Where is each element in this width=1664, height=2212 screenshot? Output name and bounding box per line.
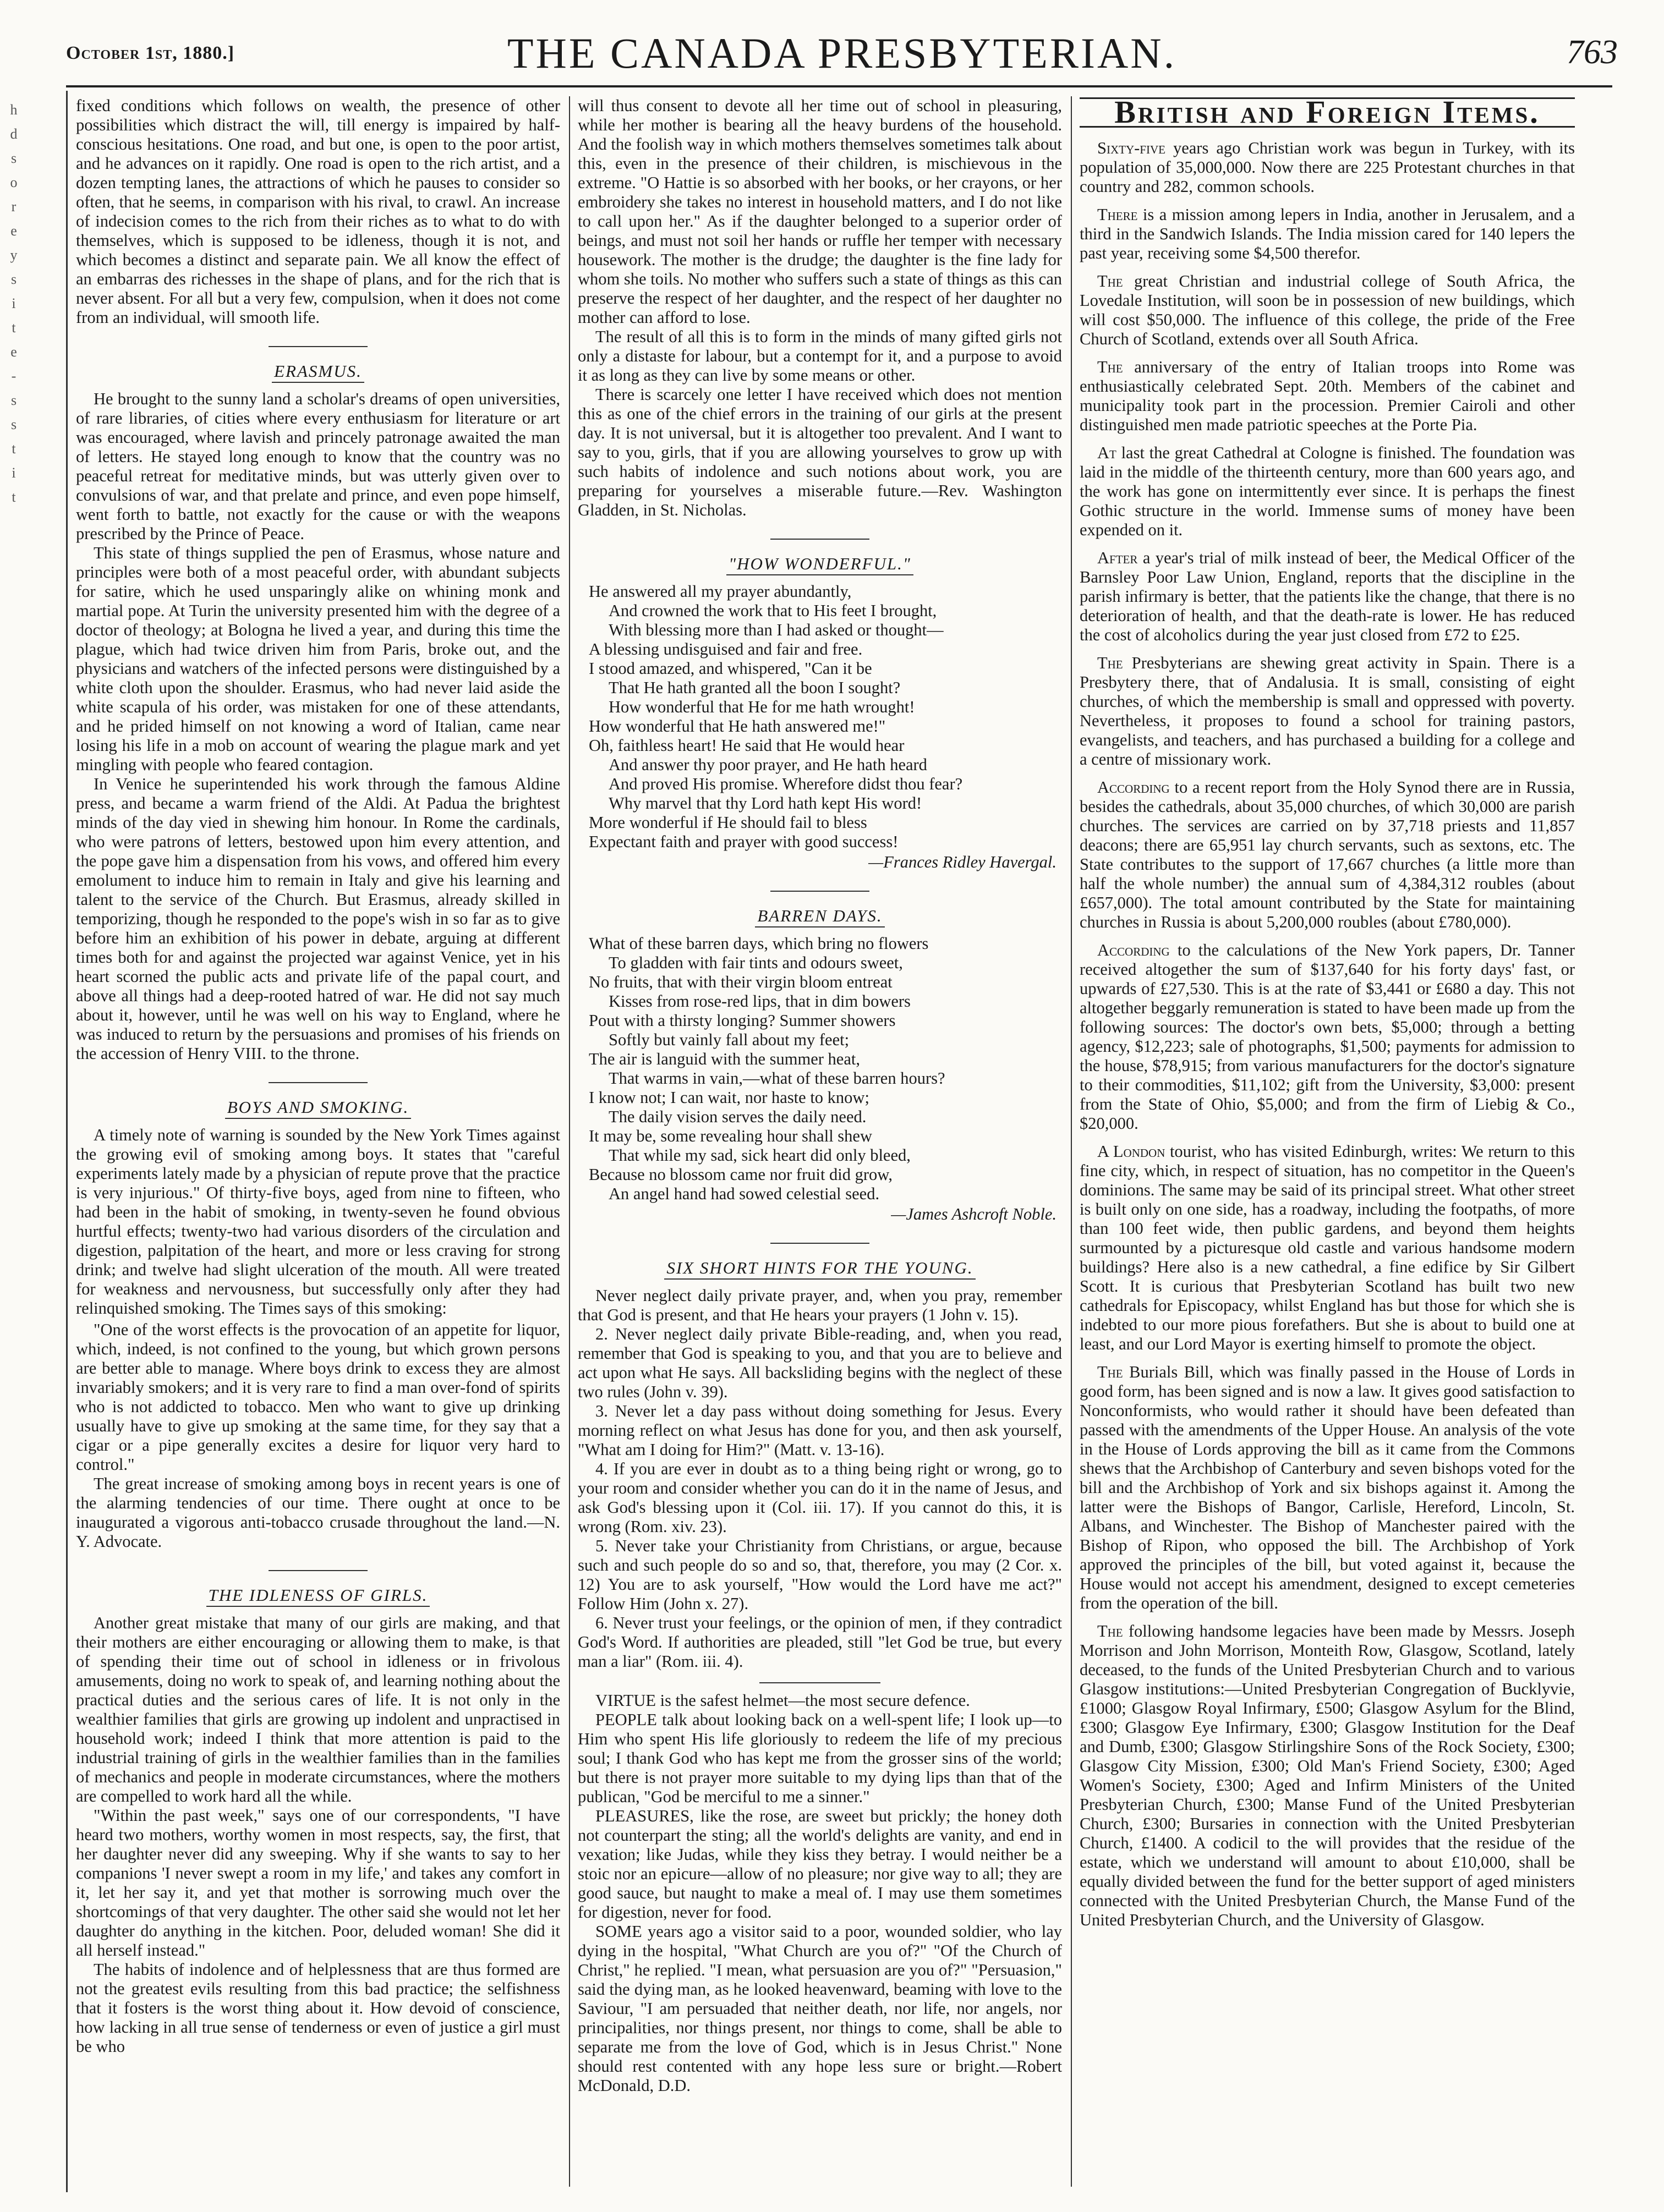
poem-barren-days [589, 934, 1062, 1204]
news-item-lead: At [1097, 443, 1116, 462]
news-item-text: to a recent report from the Holy Synod there are in Russia, besides the cathedrals, about 35,000 churches, of which 30,000 are parish churches. The services are carried on by 37,718 priests and 11,857 deacons; there are 65,951 lay church servants, such as sextons, etc. The State contributes to the support of 17,667 churches (a little more than half the whole number) the annual sum of 4,384,312 roubles (about £657,000). The total amount contributed by the State for maintaining churches in Russia is about 5,200,000 roubles (about £780,000). [1080, 778, 1575, 931]
hint-item: 2. Never neglect daily private Bible-reading, and, when you read, remember that God is speaking to you, and that you are to believe and act upon what He says. All backsliding begins with the neglect of these two rules (John v. 39). [578, 1325, 1062, 1401]
section-heading-barren-days [578, 891, 1062, 925]
paragraph-virtue: VIRTUE is the safest helmet—the most secure defence. [595, 1691, 970, 1710]
article-paragraph: The habits of indolence and of helplessness that are thus formed are not the greatest evils resulting from this bad practice; the selfishness that it fosters is the worst thing about it. How devoid of conscience, how lacking in all true sense of tenderness or even of justice a girl must be who [76, 1960, 560, 2056]
news-item-lead: Sixty-five [1097, 139, 1165, 157]
news-item-text: Presbyterians are shewing great activity in Spain. There is a Presbytery there, that of Andalusia. It is small, consisting of eight churches, of which the membership is small and oppressed with poverty. Nevertheless, it proposes to found a school for training pastors, evangelists, and teachers, and has purchased a building for a college and a centre of missionary work. [1080, 654, 1575, 769]
news-item [1080, 778, 1575, 932]
margin-letter: y [10, 247, 18, 263]
column-2 [578, 96, 1062, 2187]
poem-line: How wonderful that He for me hath wrought! [609, 698, 915, 716]
news-item [1080, 654, 1575, 769]
article-paragraph: He brought to the sunny land a scholar's dreams of open universities, of rare libraries, of cities where every enthusiasm for literature or art was encouraged, where lavish and princely patronage awaited the man of letters. He stayed long enough to know that the country was no peaceful retreat for meditative minds, but was utterly given over to convulsions of war, and that prelate and prince, and even pope himself, went forth to battle, not exactly for the cause or with the weapons prescribed by the Prince of Peace. [76, 389, 560, 543]
poem-line: I stood amazed, and whispered, "Can it be [589, 659, 872, 678]
margin-letter: d [10, 126, 18, 142]
news-item-text: years ago Christian work was begun in Turkey, with its population of 35,000,000. Now there are 225 Protestant churches in that country and 282, common schools. [1080, 139, 1575, 196]
masthead-title: THE CANADA PRESBYTERIAN. [507, 29, 1177, 77]
news-item-text: great Christian and industrial college of South Africa, the Lovedale Institution, will soon be in possession of new buildings, which will cost $50,000. The influence of this college, the pride of the Free Church of Scotland, extends over all South Africa. [1080, 272, 1575, 348]
article-paragraph: A timely note of warning is sounded by the New York Times against the growing evil of smoking among boys. It states that "careful experiments lately made by a physician of repute prove that the practice is very injurious." Of thirty-five boys, aged from nine to fifteen, who had been in the habit of smoking, in twenty-seven he found obvious hurtful effects; twenty-two had various disorders of the circulation and digestion, palpitation of the heart, and more or less craving for strong drink; and twelve had slight ulceration of the mouth. All were treated for weakness and nervousness, but successfully only after they had relinquished smoking. The Times says of this smoking: [76, 1126, 560, 1318]
section-heading-erasmus [76, 346, 560, 381]
poem-line: Oh, faithless heart! He said that He would hear [589, 736, 905, 755]
poem-line: It may be, some revealing hour shall shew [589, 1127, 872, 1145]
poem-line: An angel hand had sowed celestial seed. [609, 1184, 880, 1203]
left-edge-rule [66, 91, 68, 2192]
section-heading-boys-smoking [76, 1082, 560, 1117]
issue-date: October 1st, 1880.] [66, 43, 235, 63]
news-item-text: a year's trial of milk instead of beer, the Medical Officer of the Barnsley Poor Law Union, England, reports that the discipline in the parish infirmary is better, that the patients like the change, that there is no deterioration of health, and that the death-rate is lower. He has reduced the cost of alcoholics during the year just closed from £72 to £25. [1080, 548, 1575, 644]
article-paragraph: There is scarcely one letter I have received which does not mention this as one of the chief errors in the training of our girls at the present day. It is not universal, but it is altogether too prevalent. And I want to say to you, girls, that if you are allowing yourselves to grow up with such habits of indolence and such notions about work, you are preparing for yourselves a miserable future.—Rev. Washington Gladden, in St. Nicholas. [578, 385, 1062, 519]
poem-line: Softly but vainly fall about my feet; [609, 1030, 850, 1049]
divider [759, 1682, 880, 1683]
margin-letter: s [10, 416, 17, 432]
news-item [1080, 205, 1575, 263]
poem-line: The daily vision serves the daily need. [609, 1107, 867, 1126]
heading-text: SIX SHORT HINTS FOR THE YOUNG. [664, 1258, 975, 1280]
margin-letter: i [12, 465, 16, 481]
news-item-lead: The [1097, 1363, 1123, 1381]
poem-line: Pout with a thirsty longing? Summer showers [589, 1011, 896, 1030]
heading-text: BARREN DAYS. [755, 906, 884, 927]
news-item-text: to the calculations of the New York papers, Dr. Tanner received altogether the sum of $137,640 for his forty days' fast, or upwards of £27,530. This is at the rate of $3,441 or £680 a day. This not altogether beggarly remuneration is stated to have been made up from the following sources: The doctor's own bets, $5,000; through a betting agency, $12,223; sale of photographs, $1,500; payments for admission to the house, $78,915; from various manufacturers for the doctor's signature to their commodities, $11,102; gift from the University, $3,000: present from the State of Ohio, $5,000; and from the firm of Liebig & Co., $20,000. [1080, 941, 1575, 1133]
poem-line: That He hath granted all the boon I sought? [609, 678, 901, 697]
hint-item: 6. Never trust your feelings, or the opinion of men, if they contradict God's Word. If authorities are pleaded, still "let God be true, but every man a liar" (Rom. iii. 4). [578, 1613, 1062, 1671]
section-heading-how-wonderful [578, 539, 1062, 573]
news-item-text: Burials Bill, which was finally passed in the House of Lords in good form, has been signed and is now a law. It gives good satisfaction to Nonconformists, who would rather it should have been defeated than passed with the amendments of the Upper House. An analysis of the vote in the House of Lords approving the bill as it came from the Commons shews that the Archbishop of Canterbury and seven bishops voted for the bill and the Archbishop of York and six bishops against it. Among the latter were the Bishops of Bangor, Carlisle, Hereford, Lincoln, St. Albans, and Winchester. The Bishop of Manchester paired with the Bishop of Ripon, who opposed the bill. The Archbishop of York approved the principles of the bill, but voted against it, because the House would not accept his amendment, designed to except cemeteries from the operation of the bill. [1080, 1363, 1575, 1612]
poem-line: How wonderful that He hath answered me!" [589, 717, 886, 735]
news-item [1080, 1142, 1575, 1354]
news-item-lead: A London [1097, 1142, 1165, 1161]
news-item [1080, 272, 1575, 349]
article-paragraph: "Within the past week," says one of our correspondents, "I have heard two mothers, worthy women in most respects, say, the first, that her daughter never did any sweeping. Why if she wants to say to her companions 'I never swept a room in my life,' and takes any comfort in it, let her say it, and yet that mother is sorrowing much over the shortcomings of that very daughter. The other said she would not let her daughter do anything in the kitchen. Poor, deluded woman! She did it all herself instead." [76, 1806, 560, 1959]
column-1 [76, 96, 560, 2187]
poem-line: To gladden with fair tints and odours sweet, [609, 953, 903, 972]
poem-attribution: —Frances Ridley Havergal. [868, 853, 1057, 871]
margin-letter: s [10, 392, 17, 408]
poem-line: What of these barren days, which bring no flowers [589, 934, 929, 953]
news-item-text: anniversary of the entry of Italian troops into Rome was enthusiastically celebrated Sept. 20th. Members of the cabinet and municipality took part in the procession. Premier Cairoli and other distinguished men made patriotic speeches at the Porte Pia. [1080, 358, 1575, 434]
poem-attribution: —James Ashcroft Noble. [891, 1205, 1057, 1223]
paragraph-people: PEOPLE talk about looking back on a well-spent life; I look up—to Him who spent His life gloriously to redeem the life of my precious soul; I thank God who has kept me from the grosser sins of the world; but there is not prayer more suitable to my dying lips than that of the publican, "God be merciful to me a sinner." [578, 1710, 1062, 1806]
margin-letter: h [10, 102, 18, 118]
poem-line: He answered all my prayer abundantly, [589, 582, 852, 601]
column-rule-1 [569, 96, 570, 2187]
poem-line: And crowned the work that to His feet I brought, [609, 601, 937, 620]
news-item-lead: The [1097, 358, 1123, 376]
poem-line: I know not; I can wait, nor haste to know; [589, 1088, 869, 1107]
news-item-text: is a mission among lepers in India, another in Jerusalem, and a third in the Sandwich Islands. The India mission cared for 140 lepers the past year, receiving some $4,500 therefor. [1080, 205, 1575, 262]
poem-line: And answer thy poor prayer, and He hath heard [609, 755, 927, 774]
news-item [1080, 941, 1575, 1133]
margin-letter: e [10, 344, 17, 360]
margin-letter: e [10, 223, 17, 239]
margin-letter: s [10, 150, 17, 166]
heading-text: THE IDLENESS OF GIRLS. [206, 1585, 430, 1607]
news-item-lead: The [1097, 654, 1123, 672]
margin-letter: r [11, 199, 17, 215]
margin-letter: - [11, 368, 17, 384]
poem-line: Why marvel that thy Lord hath kept His word! [609, 794, 922, 813]
hint-item: Never neglect daily private prayer, and, when you pray, remember that God is present, and that He hears your prayers (1 John v. 15). [578, 1286, 1062, 1324]
news-item-lead: The [1097, 1622, 1123, 1640]
poem-line: The air is languid with the summer heat, [589, 1050, 860, 1068]
poem-line: A blessing undisguised and fair and free. [589, 640, 863, 658]
news-item [1080, 1622, 1575, 1930]
continued-paragraph: will thus consent to devote all her time out of school in pleasuring, while her mother is bearing all the heavy burdens of the household. And the foolish way in which mothers themselves sometimes talk about this, even in the presence of their children, is mischievous in the extreme. "O Hattie is so absorbed with her books, or her crayons, or her embroidery she takes no interest in household matters, and I do not like to call upon her." As if the daughter belonged to a superior order of beings, and must not soil her hands or ruffle her temper with necessary housework. The mother is the drudge; the daughter is the fine lady for whom she toils. No mother who suffers such a state of things as this can preserve the respect of her daughter, and the respect of her daughter no mother can afford to lose. [578, 96, 1062, 327]
news-item-lead: The [1097, 272, 1123, 290]
margin-letter: t [12, 320, 16, 336]
margin-letter: t [12, 489, 16, 505]
column-rule-2 [1071, 96, 1072, 2187]
heading-text: ERASMUS. [272, 361, 364, 383]
news-item [1080, 139, 1575, 196]
article-quote: "One of the worst effects is the provocation of an appetite for liquor, which, indeed, is not confined to the young, but which grown persons are better able to manage. Where boys drink to excess they are almost invariably smokers; and it is very rare to find a man over-fond of spirits who is not addicted to tobacco. Men who want to give up drinking usually have to give up smoking at the same time, for they say that a cigar or a pipe generally excites a desire for liquor very hard to control." [76, 1320, 560, 1474]
news-item [1080, 1363, 1575, 1613]
section-heading-british-foreign-items: British and Foreign Items. [1080, 97, 1575, 128]
page-header [66, 22, 1618, 83]
poem-how-wonderful [589, 582, 1062, 852]
poem-line: That while my sad, sick heart did only bleed, [609, 1146, 911, 1165]
article-paragraph: The great increase of smoking among boys in recent years is one of the alarming tendencies of our time. There ought at once to be inaugurated a vigorous anti-tobacco crusade throughout the land.—N. Y. Advocate. [76, 1474, 560, 1551]
poem-line: More wonderful if He should fail to bless [589, 813, 867, 832]
hint-item: 3. Never let a day pass without doing something for Jesus. Every morning reflect on what Jesus has done for you, and then ask yourself, "What am I doing for Him?" (Matt. v. 13-16). [578, 1402, 1062, 1459]
section-heading-idleness-of-girls [76, 1570, 560, 1605]
article-paragraph: The result of all this is to form in the minds of many gifted girls not only a distaste for labour, but a contempt for it, and a purpose to avoid it as long as they can live by some means or other. [578, 327, 1062, 385]
header-rule [66, 85, 1612, 87]
margin-letter: s [10, 271, 17, 287]
news-item [1080, 358, 1575, 435]
hint-item: 5. Never take your Christianity from Christians, or argue, because such and such people do so and so, that, therefore, you may (2 Cor. x. 12) You are to ask yourself, "How would the Lord have me act?" Follow Him (John x. 27). [578, 1536, 1062, 1613]
poem-line: And proved His promise. Wherefore didst thou fear? [609, 775, 963, 793]
section-heading-six-hints [578, 1243, 1062, 1277]
margin-letter: i [12, 295, 16, 311]
poem-line: That warms in vain,—what of these barren hours? [609, 1069, 945, 1088]
poem-line: With blessing more than I had asked or thought— [609, 621, 944, 639]
heading-text: BOYS AND SMOKING. [225, 1097, 412, 1119]
paragraph-some-years: SOME years ago a visitor said to a poor, wounded soldier, who lay dying in the hospital, "What Church are you of?" "Of the Church of Christ," he replied. "I mean, what persuasion are you of?" "Persuasion," said the dying man, as he looked heavenward, beaming with love to the Saviour, "I am persuaded that neither death, nor life, nor angels, nor principalities, nor things present, nor things to come, shall be able to separate me from the love of God, which is in Jesus Christ." None should rest contented with any hope less sure or bright.—Robert McDonald, D.D. [578, 1922, 1062, 2095]
margin-letter: t [12, 441, 16, 457]
hint-item: 4. If you are ever in doubt as to a thing being right or wrong, go to your room and consider whether you can do it in the name of Jesus, and ask God's blessing upon it (Col. iii. 17). If you cannot do this, it is wrong (Rom. xiv. 23). [578, 1459, 1062, 1536]
margin-letter: o [10, 174, 18, 190]
news-item-text: following handsome legacies have been made by Messrs. Joseph Morrison and John Morrison, Monteith Row, Glasgow, Scotland, lately deceased, to the funds of the United Presbyterian Church and to various Glasgow institutions:—United Presbyterian Congregation of Bucklyvie, £1000; Glasgow Royal Infirmary, £500; Glasgow Asylum for the Blind, £300; Glasgow Eye Infirmary, £300; Glasgow Institution for the Deaf and Dumb, £300; Glasgow Stirlingshire Sons of the Rock Society, £300; Glasgow City Mission, £300; Old Man's Friend Society, £300; Aged Women's Society, £300; Aged and Infirm Ministers of the United Presbyterian Church, £300; Manse Fund of the United Presbyterian Church, £300; Bursaries in connection with the United Presbyterian Church, £1400. A codicil to the will provides that the residue of the estate, which we understand will amount to about £10,000, shall be equally divided between the fund for the better support of aged ministers connected with the United Presbyterian Church, the Manse Fund of the United Presbyterian Church, and the University of Glasgow. [1080, 1622, 1575, 1929]
news-item-text: last the great Cathedral at Cologne is finished. The foundation was laid in the middle of the thirteenth century, more than 600 years ago, and the work has gone on intermittently ever since. It is perhaps the finest Gothic structure in the world. Immense sums of money have been expended on it. [1080, 443, 1575, 539]
article-paragraph: In Venice he superintended his work through the famous Aldine press, and became a warm friend of the Aldi. At Padua the brightest minds of the day vied in shewing him honour. In Rome the cardinals, who were patrons of letters, bestowed upon him every attention, and the pope gave him a dispensation from his vows, and offered him every emolument to induce him to remain in Italy and give his learning and talent to the service of the Church. But Erasmus, already skilled in temporizing, though he responded to the pope's wish in so far as to give before him an exhibition of his power in debate, arguing at different times both for and against the projected war against Venice, yet in his heart scorned the public acts and private life of the papal court, and above all things had a deep-rooted hatred of war. He did not say much about it, however, until he was well on his way to England, where he was induced to return by the persuasions and promises of his friends on the accession of Henry VIII. to the throne. [76, 775, 560, 1063]
poem-line: Expectant faith and prayer with good success! [589, 832, 899, 851]
column-3 [1080, 96, 1575, 2187]
news-item-text: tourist, who has visited Edinburgh, writes: We return to this fine city, which, in respect of situation, has no competitor in the Queen's dominions. The same may be said of its principal street. What other street is built only on one side, has a roadway, including the footpaths, of more than 100 feet wide, then public gardens, and beyond them heights surmounted by a picturesque old castle and various handsome modern buildings? Here also is a new cathedral, a fine edifice by Sir Gilbert Scott. It is curious that Presbyterian Scotland has built two new cathedrals for Episcopacy, whilst England has but those for which she is indebted to our more pious forefathers. But she is about to build one at least, and our Lord Mayor is exerting himself to promote the object. [1080, 1142, 1575, 1353]
continued-paragraph: fixed conditions which follows on wealth, the presence of other possibilities which distract the will, till energy is impaired by half-conscious hesitations. One road, and but one, is open to the poor artist, and he advances on it rapidly. One road is open to the rich artist, and a dozen tempting lanes, the attractions of which he pauses to consider so often, that he seems, in comparison with his rival, to crawl. An increase of indecision comes to the rich from their riches as to what to do with themselves, which is supposed to be idleness, though it is not, and which becomes a distinct and separate pain. We all know the effect of an embarras des richesses in the shape of plans, and for the rich that is never absent. For all but a very few, compulsion, when it does not come from an individual, will smooth life. [76, 96, 560, 327]
news-item [1080, 548, 1575, 645]
news-item-lead: According [1097, 941, 1170, 959]
heading-text: "HOW WONDERFUL." [726, 554, 913, 575]
news-items [1080, 139, 1575, 1930]
paragraph-pleasures: PLEASURES, like the rose, are sweet but prickly; the honey doth not counterpart the sting; all the world's delights are vanity, and end in vexation; like Judas, while they kiss they betray. I would neither be a stoic nor an epicure—allow of no pleasure; nor give way to all; they are good sauce, but naught to make a meal of. I may use them sometimes for digestion, never for food. [578, 1807, 1062, 1922]
news-item [1080, 443, 1575, 540]
hints-list [578, 1286, 1062, 1671]
article-paragraph: Another great mistake that many of our girls are making, and that their mothers are either encouraging or allowing them to make, is that of spending their time out of school in idleness or in frivolous amusements, doing no work to speak of, and learning nothing about the practical duties and the serious cares of life. It is not only in the wealthier families that girls are growing up indolent and unpractised in household work; indeed I think that more attention is paid to the industrial training of girls in the wealthier families than in the families of mechanics and people in moderate circumstances, where the mothers are compelled to work hard all the while. [76, 1613, 560, 1805]
page-number: 763 [1567, 34, 1618, 71]
poem-line: No fruits, that with their virgin bloom entreat [589, 973, 893, 991]
margin-bleed-letters [4, 102, 23, 506]
news-item-lead: According [1097, 778, 1170, 797]
news-item-lead: There [1097, 205, 1138, 224]
article-paragraph: This state of things supplied the pen of Erasmus, whose nature and principles were both of a most peaceful order, with abundant subjects for satire, which he used unsparingly alike on whining monk and martial pope. At Turin the university presented him with the degree of a doctor of theology; at Bologna he lived a year, and during this time the plague, which had twice driven him from Paris, broke out, and the physicians and watchers of the infected persons were distinguished by a white cloth upon the shoulder. Erasmus, who had never laid aside the white scapula of his order, was mistaken for one of these attendants, and he prided himself on not knowing a word of Italian, came near losing his life in a mob on account of wearing the plague mark and yet mingling with people who feared contagion. [76, 544, 560, 774]
news-item-lead: After [1097, 548, 1138, 567]
poem-line: Kisses from rose-red lips, that in dim bowers [609, 992, 911, 1011]
poem-line: Because no blossom came nor fruit did grow, [589, 1165, 893, 1184]
